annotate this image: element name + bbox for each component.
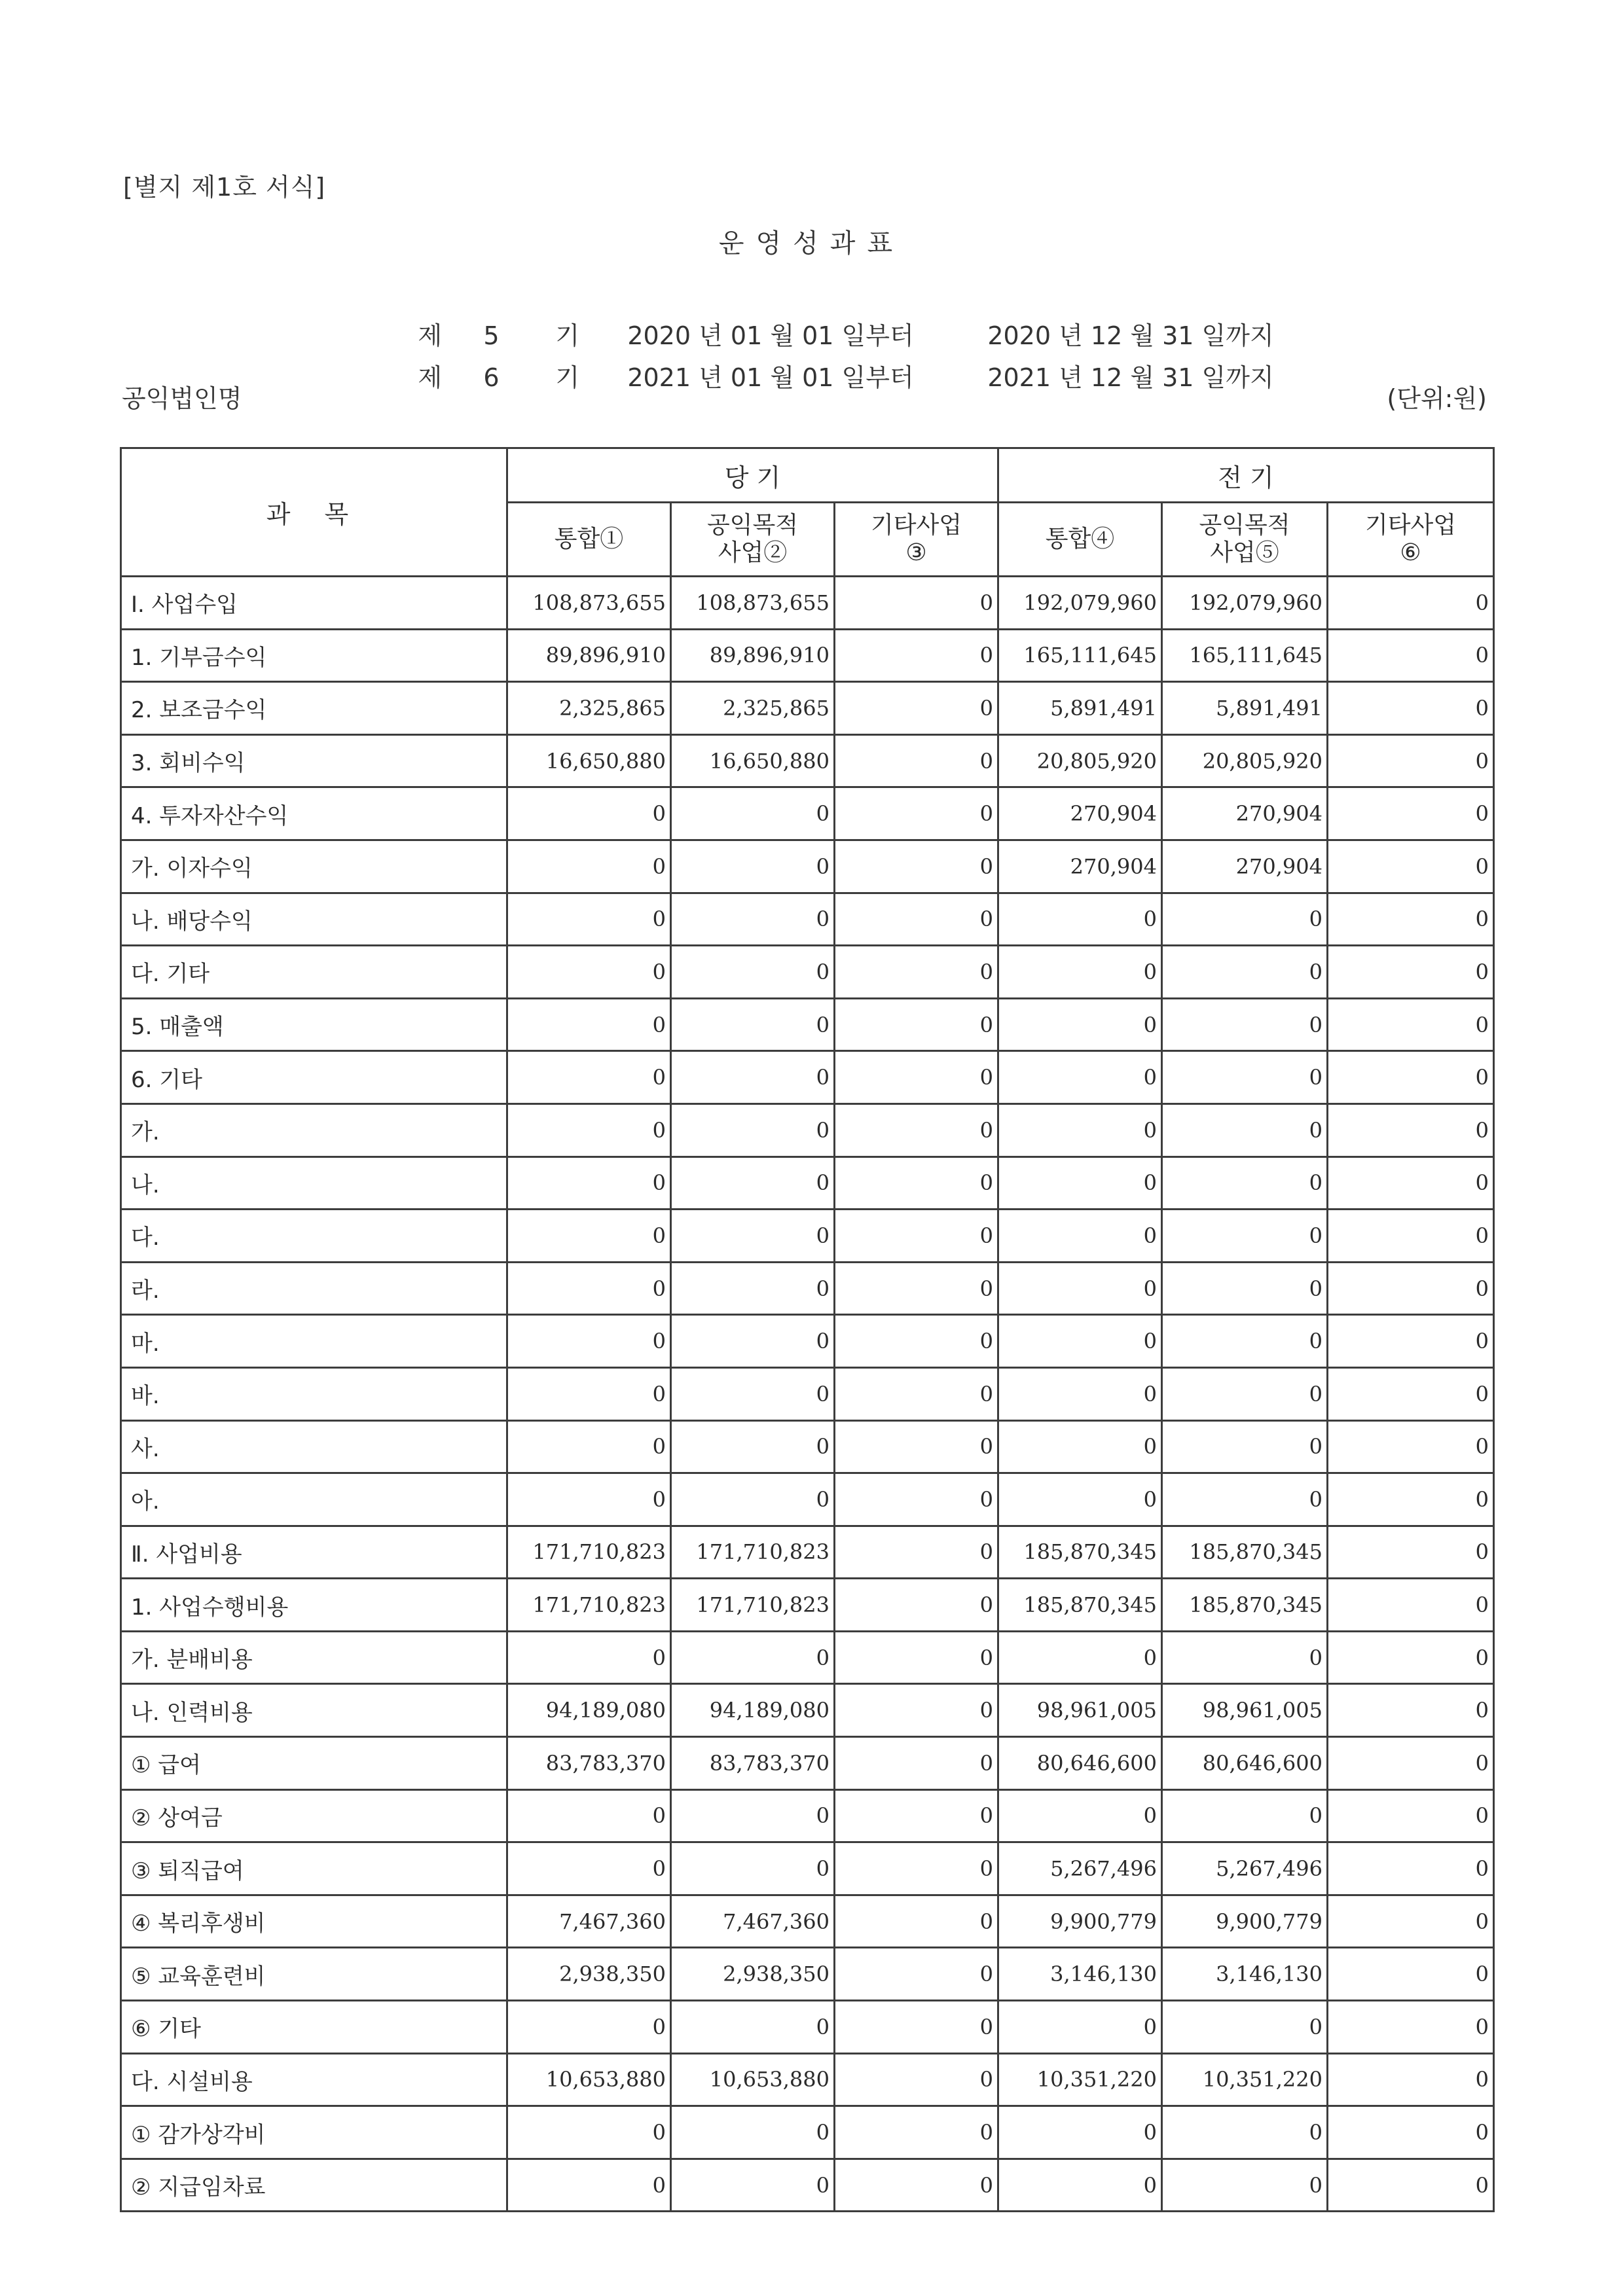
amount-cell: 0 <box>998 1051 1162 1104</box>
amount-cell: 0 <box>835 734 998 787</box>
col-header-line1: 공익목적 <box>706 511 799 539</box>
amount-cell: 9,900,779 <box>998 1895 1162 1948</box>
table-row <box>121 1631 1494 1684</box>
amount-cell: 16,650,880 <box>507 734 671 787</box>
table-row <box>121 1051 1494 1104</box>
amount-cell: 9,900,779 <box>1162 1895 1328 1948</box>
amount-cell: 0 <box>671 1262 835 1315</box>
amount-cell: 0 <box>1162 2159 1328 2212</box>
unit-label: (단위:원) <box>1387 384 1487 413</box>
amount-cell: 0 <box>998 1789 1162 1842</box>
amount-cell: 0 <box>507 1420 671 1473</box>
amount-cell: 0 <box>835 946 998 999</box>
period-line-6 <box>386 329 1274 422</box>
table-row <box>121 1367 1494 1420</box>
period-to: 2021 년 12 월 31 일까지 <box>987 363 1274 392</box>
amount-cell: 10,351,220 <box>998 2053 1162 2106</box>
amount-cell: 0 <box>507 1051 671 1104</box>
amount-cell: 0 <box>1328 629 1494 682</box>
row-subject: ① 급여 <box>121 1737 507 1790</box>
row-subject: 다. 기타 <box>121 946 507 999</box>
amount-cell: 7,467,360 <box>671 1895 835 1948</box>
amount-cell: 0 <box>835 1737 998 1790</box>
amount-cell: 0 <box>1328 1526 1494 1579</box>
amount-cell: 0 <box>1328 2053 1494 2106</box>
amount-cell: 0 <box>835 840 998 893</box>
amount-cell: 0 <box>507 1367 671 1420</box>
amount-cell: 0 <box>1328 1948 1494 2001</box>
table-row <box>121 1895 1494 1948</box>
amount-cell: 0 <box>835 1262 998 1315</box>
amount-cell: 5,891,491 <box>998 682 1162 735</box>
amount-cell: 0 <box>671 1367 835 1420</box>
col-header-line2: ⑥ <box>1400 539 1421 566</box>
period-from: 2020 년 01 월 01 일부터 <box>627 321 914 350</box>
amount-cell: 0 <box>998 1367 1162 1420</box>
amount-cell: 270,904 <box>1162 787 1328 840</box>
amount-cell: 0 <box>507 2001 671 2054</box>
row-subject: Ⅱ. 사업비용 <box>121 1526 507 1579</box>
row-subject: 아. <box>121 1473 507 1526</box>
amount-cell: 0 <box>835 1367 998 1420</box>
table-row <box>121 787 1494 840</box>
amount-cell: 0 <box>835 998 998 1051</box>
amount-cell: 0 <box>835 1948 998 2001</box>
table-row <box>121 1842 1494 1895</box>
amount-cell: 89,896,910 <box>507 629 671 682</box>
table-row <box>121 1684 1494 1737</box>
amount-cell: 0 <box>507 787 671 840</box>
amount-cell: 0 <box>507 893 671 946</box>
amount-cell: 0 <box>998 1210 1162 1263</box>
table-row <box>121 1789 1494 1842</box>
amount-cell: 0 <box>835 2106 998 2159</box>
col-header-line2: 사업⑤ <box>1210 539 1279 566</box>
row-subject: 다. <box>121 1210 507 1263</box>
amount-cell: 0 <box>1328 946 1494 999</box>
amount-cell: 0 <box>998 1157 1162 1210</box>
amount-cell: 0 <box>835 1895 998 1948</box>
page-title: 운영성과표 <box>718 228 905 259</box>
amount-cell: 98,961,005 <box>998 1684 1162 1737</box>
table-row <box>121 2001 1494 2054</box>
amount-cell: 0 <box>1328 1051 1494 1104</box>
row-subject: ⑤ 교육훈련비 <box>121 1948 507 2001</box>
prior-period-header: 전 기 <box>998 448 1494 503</box>
table-row <box>121 1579 1494 1632</box>
amount-cell: 3,146,130 <box>1162 1948 1328 2001</box>
amount-cell: 270,904 <box>998 787 1162 840</box>
amount-cell: 2,325,865 <box>671 682 835 735</box>
amount-cell: 0 <box>835 1157 998 1210</box>
col-header-line1: 공익목적 <box>1199 511 1290 539</box>
corp-name-label: 공익법인명 <box>122 384 242 413</box>
amount-cell: 0 <box>507 1157 671 1210</box>
table-row <box>121 1315 1494 1368</box>
amount-cell: 0 <box>671 1789 835 1842</box>
amount-cell: 0 <box>1328 1210 1494 1263</box>
table-row <box>121 1157 1494 1210</box>
amount-cell: 2,325,865 <box>507 682 671 735</box>
amount-cell: 0 <box>1328 1579 1494 1632</box>
amount-cell: 0 <box>671 946 835 999</box>
amount-cell: 0 <box>1162 1103 1328 1157</box>
amount-cell: 0 <box>1328 1737 1494 1790</box>
col-header <box>1162 503 1328 577</box>
amount-cell: 10,653,880 <box>507 2053 671 2106</box>
row-subject: 가. <box>121 1103 507 1157</box>
amount-cell: 0 <box>998 2106 1162 2159</box>
amount-cell: 0 <box>507 840 671 893</box>
amount-cell: 0 <box>835 1684 998 1737</box>
amount-cell: 94,189,080 <box>671 1684 835 1737</box>
amount-cell: 185,870,345 <box>998 1526 1162 1579</box>
amount-cell: 171,710,823 <box>671 1579 835 1632</box>
col-header-line1: 기타사업 <box>1364 511 1457 539</box>
amount-cell: 185,870,345 <box>1162 1579 1328 1632</box>
amount-cell: 0 <box>998 893 1162 946</box>
amount-cell: 0 <box>671 1420 835 1473</box>
amount-cell: 83,783,370 <box>671 1737 835 1790</box>
row-subject: 나. <box>121 1157 507 1210</box>
amount-cell: 0 <box>1162 2001 1328 2054</box>
table-row <box>121 734 1494 787</box>
table-row <box>121 1420 1494 1473</box>
row-subject: 6. 기타 <box>121 1051 507 1104</box>
amount-cell: 0 <box>1328 682 1494 735</box>
amount-cell: 5,267,496 <box>998 1842 1162 1895</box>
amount-cell: 0 <box>1328 1631 1494 1684</box>
amount-cell: 20,805,920 <box>998 734 1162 787</box>
amount-cell: 0 <box>998 2001 1162 2054</box>
amount-cell: 5,891,491 <box>1162 682 1328 735</box>
row-subject: 라. <box>121 1262 507 1315</box>
amount-cell: 0 <box>835 1210 998 1263</box>
row-subject: 가. 이자수익 <box>121 840 507 893</box>
table-row <box>121 682 1494 735</box>
table-row <box>121 1262 1494 1315</box>
amount-cell: 0 <box>835 1051 998 1104</box>
amount-cell: 192,079,960 <box>998 577 1162 630</box>
row-subject: 5. 매출액 <box>121 998 507 1051</box>
col-header <box>835 503 998 577</box>
amount-cell: 0 <box>835 787 998 840</box>
amount-cell: 0 <box>835 2053 998 2106</box>
amount-cell: 0 <box>671 2001 835 2054</box>
row-subject: 3. 회비수익 <box>121 734 507 787</box>
row-subject: 나. 인력비용 <box>121 1684 507 1737</box>
amount-cell: 16,650,880 <box>671 734 835 787</box>
amount-cell: 10,653,880 <box>671 2053 835 2106</box>
row-subject: 마. <box>121 1315 507 1368</box>
table-row <box>121 629 1494 682</box>
amount-cell: 192,079,960 <box>1162 577 1328 630</box>
table-row <box>121 1526 1494 1579</box>
amount-cell: 0 <box>507 2159 671 2212</box>
amount-cell: 0 <box>507 1262 671 1315</box>
table-row <box>121 2159 1494 2212</box>
row-subject: ③ 퇴직급여 <box>121 1842 507 1895</box>
amount-cell: 0 <box>671 1157 835 1210</box>
row-subject: ④ 복리후생비 <box>121 1895 507 1948</box>
amount-cell: 0 <box>835 1526 998 1579</box>
amount-cell: 0 <box>1162 2106 1328 2159</box>
period-number: 5 <box>483 321 500 350</box>
col-header-line1: 기타사업 <box>870 511 962 539</box>
amount-cell: 0 <box>1328 577 1494 630</box>
amount-cell: 0 <box>1328 1262 1494 1315</box>
amount-cell: 0 <box>1328 787 1494 840</box>
amount-cell: 0 <box>835 1315 998 1368</box>
amount-cell: 0 <box>835 1473 998 1526</box>
amount-cell: 0 <box>1328 1420 1494 1473</box>
row-subject: 가. 분배비용 <box>121 1631 507 1684</box>
period-je: 제 <box>418 321 443 350</box>
table-row <box>121 1948 1494 2001</box>
row-subject: 2. 보조금수익 <box>121 682 507 735</box>
header-group-row <box>121 448 1494 503</box>
amount-cell: 0 <box>671 1473 835 1526</box>
amount-cell: 0 <box>835 577 998 630</box>
col-header-line2: ③ <box>905 539 927 566</box>
row-subject: ② 지급임차료 <box>121 2159 507 2212</box>
amount-cell: 0 <box>835 2159 998 2212</box>
amount-cell: 0 <box>1328 1103 1494 1157</box>
row-subject: 4. 투자자산수익 <box>121 787 507 840</box>
operating-results-table <box>120 447 1495 2212</box>
amount-cell: 0 <box>507 1103 671 1157</box>
amount-cell: 0 <box>835 2001 998 2054</box>
amount-cell: 5,267,496 <box>1162 1842 1328 1895</box>
amount-cell: 98,961,005 <box>1162 1684 1328 1737</box>
amount-cell: 108,873,655 <box>671 577 835 630</box>
col-header <box>1328 503 1494 577</box>
table-row <box>121 2053 1494 2106</box>
row-subject: 1. 사업수행비용 <box>121 1579 507 1632</box>
amount-cell: 0 <box>671 893 835 946</box>
amount-cell: 0 <box>671 998 835 1051</box>
col-header <box>507 503 671 577</box>
amount-cell: 0 <box>998 1103 1162 1157</box>
table-row <box>121 1210 1494 1263</box>
period-from: 2021 년 01 월 01 일부터 <box>627 363 914 392</box>
amount-cell: 0 <box>1328 893 1494 946</box>
amount-cell: 0 <box>1162 1367 1328 1420</box>
amount-cell: 0 <box>1162 1473 1328 1526</box>
amount-cell: 0 <box>671 1103 835 1157</box>
amount-cell: 7,467,360 <box>507 1895 671 1948</box>
amount-cell: 171,710,823 <box>507 1579 671 1632</box>
amount-cell: 270,904 <box>1162 840 1328 893</box>
amount-cell: 185,870,345 <box>998 1579 1162 1632</box>
amount-cell: 0 <box>671 1210 835 1263</box>
period-to: 2020 년 12 월 31 일까지 <box>987 321 1274 350</box>
row-subject: 바. <box>121 1367 507 1420</box>
amount-cell: 0 <box>671 1315 835 1368</box>
amount-cell: 83,783,370 <box>507 1737 671 1790</box>
amount-cell: 185,870,345 <box>1162 1526 1328 1579</box>
row-subject: 사. <box>121 1420 507 1473</box>
amount-cell: 0 <box>1162 1789 1328 1842</box>
amount-cell: 0 <box>1328 734 1494 787</box>
amount-cell: 0 <box>1162 1157 1328 1210</box>
amount-cell: 0 <box>835 1420 998 1473</box>
row-subject: 1. 기부금수익 <box>121 629 507 682</box>
amount-cell: 0 <box>671 1631 835 1684</box>
table-row <box>121 998 1494 1051</box>
amount-cell: 0 <box>998 1631 1162 1684</box>
amount-cell: 0 <box>507 1315 671 1368</box>
amount-cell: 0 <box>835 1631 998 1684</box>
amount-cell: 0 <box>1162 946 1328 999</box>
amount-cell: 0 <box>998 1473 1162 1526</box>
amount-cell: 0 <box>671 1842 835 1895</box>
amount-cell: 80,646,600 <box>998 1737 1162 1790</box>
amount-cell: 0 <box>1328 1789 1494 1842</box>
amount-cell: 0 <box>507 1631 671 1684</box>
amount-cell: 89,896,910 <box>671 629 835 682</box>
period-je: 제 <box>418 363 443 392</box>
table-body <box>121 577 1494 2212</box>
table-row <box>121 2106 1494 2159</box>
amount-cell: 94,189,080 <box>507 1684 671 1737</box>
amount-cell: 0 <box>835 1842 998 1895</box>
amount-cell: 0 <box>835 682 998 735</box>
table-row <box>121 840 1494 893</box>
amount-cell: 0 <box>671 1051 835 1104</box>
row-subject: ② 상여금 <box>121 1789 507 1842</box>
amount-cell: 165,111,645 <box>1162 629 1328 682</box>
table-row <box>121 946 1494 999</box>
amount-cell: 0 <box>507 998 671 1051</box>
amount-cell: 0 <box>1328 2159 1494 2212</box>
amount-cell: 0 <box>1328 998 1494 1051</box>
table-row <box>121 1473 1494 1526</box>
amount-cell: 0 <box>1328 2001 1494 2054</box>
amount-cell: 0 <box>1162 1420 1328 1473</box>
amount-cell: 2,938,350 <box>507 1948 671 2001</box>
amount-cell: 0 <box>507 1473 671 1526</box>
amount-cell: 0 <box>835 893 998 946</box>
amount-cell: 20,805,920 <box>1162 734 1328 787</box>
amount-cell: 0 <box>1328 1367 1494 1420</box>
amount-cell: 0 <box>671 787 835 840</box>
row-subject: 나. 배당수익 <box>121 893 507 946</box>
amount-cell: 165,111,645 <box>998 629 1162 682</box>
amount-cell: 0 <box>1328 1315 1494 1368</box>
amount-cell: 0 <box>507 1789 671 1842</box>
period-gi: 기 <box>555 321 580 350</box>
amount-cell: 0 <box>507 1842 671 1895</box>
amount-cell: 0 <box>671 2159 835 2212</box>
amount-cell: 0 <box>1162 1051 1328 1104</box>
amount-cell: 108,873,655 <box>507 577 671 630</box>
table-row <box>121 577 1494 630</box>
form-label: [별지 제1호 서식] <box>123 173 326 202</box>
amount-cell: 80,646,600 <box>1162 1737 1328 1790</box>
row-subject: Ⅰ. 사업수입 <box>121 577 507 630</box>
amount-cell: 0 <box>507 2106 671 2159</box>
col-header-line1: 통합① <box>554 525 624 552</box>
col-header <box>671 503 835 577</box>
current-period-header: 당 기 <box>507 448 998 503</box>
amount-cell: 0 <box>1162 1631 1328 1684</box>
period-gi: 기 <box>555 363 580 392</box>
amount-cell: 0 <box>1328 1895 1494 1948</box>
amount-cell: 0 <box>1328 1684 1494 1737</box>
table-row <box>121 893 1494 946</box>
amount-cell: 0 <box>1328 840 1494 893</box>
amount-cell: 0 <box>998 998 1162 1051</box>
amount-cell: 0 <box>1328 1157 1494 1210</box>
amount-cell: 0 <box>835 1579 998 1632</box>
amount-cell: 0 <box>998 1420 1162 1473</box>
amount-cell: 10,351,220 <box>1162 2053 1328 2106</box>
amount-cell: 0 <box>998 2159 1162 2212</box>
amount-cell: 0 <box>998 1315 1162 1368</box>
subject-header: 과 목 <box>121 448 507 577</box>
amount-cell: 2,938,350 <box>671 1948 835 2001</box>
amount-cell: 0 <box>1328 1842 1494 1895</box>
amount-cell: 3,146,130 <box>998 1948 1162 2001</box>
col-header <box>998 503 1162 577</box>
amount-cell: 0 <box>507 1210 671 1263</box>
amount-cell: 0 <box>835 1103 998 1157</box>
row-subject: 다. 시설비용 <box>121 2053 507 2106</box>
table-row <box>121 1103 1494 1157</box>
amount-cell: 171,710,823 <box>507 1526 671 1579</box>
amount-cell: 0 <box>671 840 835 893</box>
period-number: 6 <box>483 363 500 392</box>
amount-cell: 171,710,823 <box>671 1526 835 1579</box>
col-header-line1: 통합④ <box>1045 525 1115 552</box>
table-row <box>121 1737 1494 1790</box>
amount-cell: 270,904 <box>998 840 1162 893</box>
amount-cell: 0 <box>1162 893 1328 946</box>
amount-cell: 0 <box>1328 2106 1494 2159</box>
amount-cell: 0 <box>835 629 998 682</box>
amount-cell: 0 <box>835 1789 998 1842</box>
col-header-line2: 사업② <box>718 539 788 566</box>
amount-cell: 0 <box>507 946 671 999</box>
row-subject: ⑥ 기타 <box>121 2001 507 2054</box>
amount-cell: 0 <box>998 1262 1162 1315</box>
amount-cell: 0 <box>671 2106 835 2159</box>
amount-cell: 0 <box>1328 1473 1494 1526</box>
amount-cell: 0 <box>1162 1315 1328 1368</box>
amount-cell: 0 <box>998 946 1162 999</box>
row-subject: ① 감가상각비 <box>121 2106 507 2159</box>
amount-cell: 0 <box>1162 998 1328 1051</box>
amount-cell: 0 <box>1162 1262 1328 1315</box>
amount-cell: 0 <box>1162 1210 1328 1263</box>
